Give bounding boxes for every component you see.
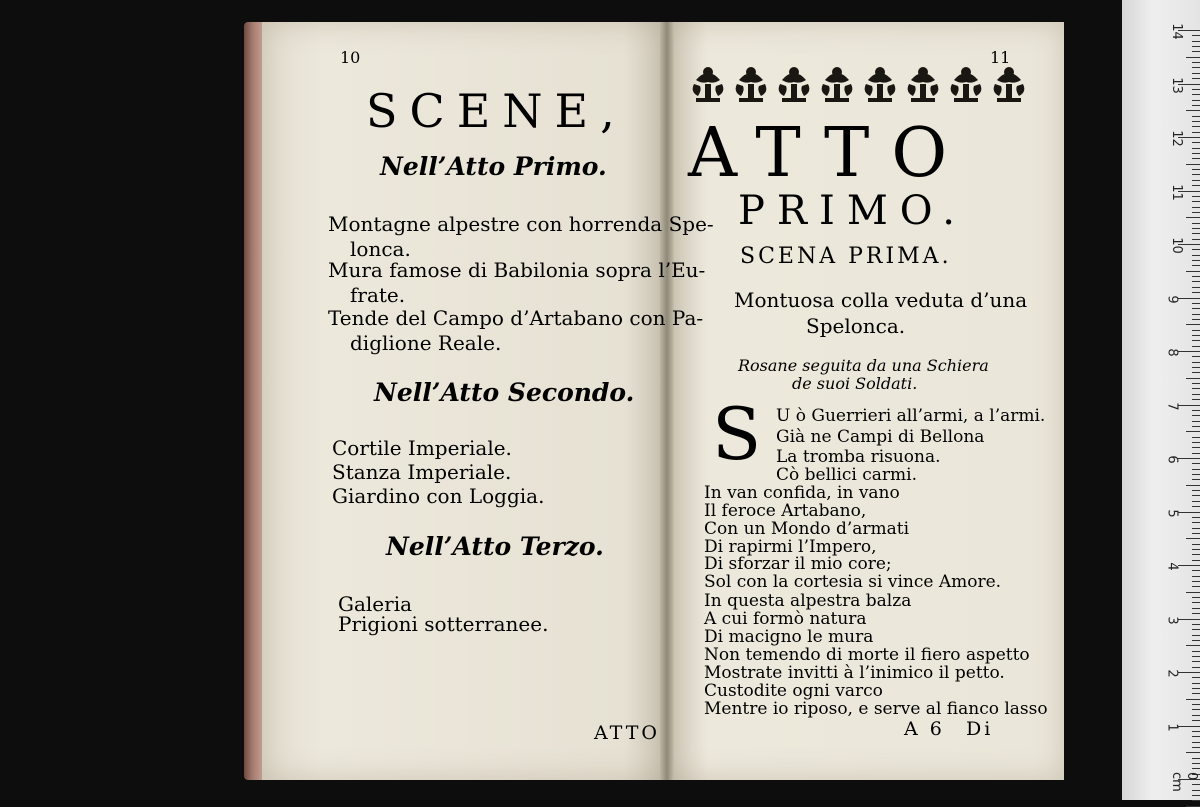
ruler-tick	[1192, 94, 1200, 95]
ruler-tick	[1192, 576, 1200, 577]
ruler-tick	[1192, 67, 1200, 68]
ruler-tick	[1192, 356, 1200, 357]
ruler-tick	[1192, 560, 1200, 561]
ruler-tick	[1186, 645, 1200, 646]
verse-line: A cui formò natura	[704, 609, 867, 629]
ruler-tick	[1192, 292, 1200, 293]
scene-heading: SCENA PRIMA.	[740, 244, 952, 269]
ruler-label: 6	[1164, 455, 1180, 464]
ruler-tick	[1192, 715, 1200, 716]
ruler-tick	[1186, 538, 1200, 539]
ruler-tick	[1178, 619, 1200, 620]
ruler-tick	[1192, 731, 1200, 732]
ruler-tick	[1192, 41, 1200, 42]
ruler-tick	[1192, 597, 1200, 598]
act-one-heading: Nell’Atto Primo.	[380, 152, 607, 181]
ruler-tick	[1192, 372, 1200, 373]
ruler-tick	[1192, 442, 1200, 443]
ruler-tick	[1192, 410, 1200, 411]
ruler-tick	[1192, 100, 1200, 101]
scene-line: Cortile Imperiale.	[332, 436, 512, 460]
ruler-tick	[1178, 565, 1200, 566]
ruler-tick	[1186, 164, 1200, 165]
act-number: PRIMO.	[738, 188, 967, 234]
ruler-tick	[1192, 126, 1200, 127]
verse-line: Custodite ogni varco	[704, 681, 883, 701]
ruler-tick	[1192, 46, 1200, 47]
page-number-right: 11	[990, 48, 1011, 67]
ruler-tick	[1192, 554, 1200, 555]
ruler-tick	[1192, 260, 1200, 261]
ruler-tick	[1192, 105, 1200, 106]
ruler-tick	[1192, 158, 1200, 159]
scene-setting: Montuosa colla veduta d’una	[734, 288, 1028, 312]
ruler-tick	[1192, 479, 1200, 480]
verse-line: Già ne Campi di Bellona	[776, 427, 985, 447]
ruler-tick	[1192, 148, 1200, 149]
ruler-tick	[1192, 570, 1200, 571]
ruler-tick	[1192, 640, 1200, 641]
ruler-tick	[1192, 501, 1200, 502]
verse-line: Non temendo di morte il fiero aspetto	[704, 645, 1030, 665]
ruler-tick	[1192, 677, 1200, 678]
ruler-tick	[1192, 608, 1200, 609]
scene-list-title: SCENE,	[366, 84, 627, 138]
measurement-ruler	[1122, 0, 1200, 800]
scene-line: Montagne alpestre con horrenda Spe-	[328, 212, 714, 236]
ruler-tick	[1192, 276, 1200, 277]
ruler-label: 3	[1164, 615, 1180, 625]
ruler-label: 11	[1168, 183, 1184, 201]
ruler-tick	[1186, 752, 1200, 753]
ruler-tick	[1192, 78, 1200, 79]
ruler-tick	[1178, 726, 1200, 727]
ruler-tick	[1192, 287, 1200, 288]
scene-line: Mura famose di Babilonia sopra l’Eu-	[328, 258, 706, 282]
ruler-tick	[1192, 212, 1200, 213]
ruler-label: 0 cm	[1169, 772, 1199, 792]
ruler-tick	[1192, 768, 1200, 769]
ruler-tick	[1186, 324, 1200, 325]
verse-line: Di rapirmi l’Impero,	[704, 537, 877, 557]
ruler-tick	[1192, 415, 1200, 416]
drop-cap: S	[712, 392, 762, 476]
ruler-tick	[1192, 201, 1200, 202]
ruler-tick	[1192, 437, 1200, 438]
ruler-tick	[1192, 314, 1200, 315]
ruler-tick	[1192, 51, 1200, 52]
catchword-left: ATTO	[594, 722, 660, 744]
ruler-tick	[1178, 512, 1200, 513]
ruler-tick	[1192, 330, 1200, 331]
ruler-tick	[1192, 506, 1200, 507]
ruler-tick	[1192, 758, 1200, 759]
ornamental-headpiece-icon	[688, 62, 1028, 106]
ruler-tick	[1192, 153, 1200, 154]
ruler-tick	[1192, 319, 1200, 320]
scene-line: Giardino con Loggia.	[332, 484, 545, 508]
ruler-tick	[1192, 207, 1200, 208]
signature-mark: A 6	[904, 718, 945, 740]
ruler-tick	[1192, 613, 1200, 614]
ruler-tick	[1192, 174, 1200, 175]
ruler-tick	[1192, 388, 1200, 389]
ruler-tick	[1178, 672, 1200, 673]
ruler-tick	[1178, 458, 1200, 459]
act-two-heading: Nell’Atto Secondo.	[374, 378, 635, 407]
ruler-tick	[1186, 217, 1200, 218]
ruler-tick	[1192, 683, 1200, 684]
ruler-tick	[1192, 693, 1200, 694]
ruler-tick	[1192, 763, 1200, 764]
ruler-tick	[1192, 185, 1200, 186]
verse-line: U ò Guerrieri all’armi, a l’armi.	[776, 406, 1046, 426]
verse-line: La tromba risuona.	[776, 447, 941, 467]
ruler-tick	[1192, 709, 1200, 710]
ruler-label: 12	[1168, 130, 1184, 147]
ruler-tick	[1192, 495, 1200, 496]
ruler-tick	[1192, 602, 1200, 603]
ruler-tick	[1192, 528, 1200, 529]
ruler-tick	[1192, 362, 1200, 363]
ruler-tick	[1192, 742, 1200, 743]
ruler-tick	[1192, 549, 1200, 550]
stage-direction: Rosane seguita da una Schiera	[738, 356, 989, 375]
ruler-tick	[1192, 688, 1200, 689]
ruler-tick	[1192, 223, 1200, 224]
scene-line: Tende del Campo d’Artabano con Pa-	[328, 306, 704, 330]
book-gutter	[660, 22, 674, 780]
verse-line: Mostrate invitti à l’inimico il petto.	[704, 663, 1005, 683]
ruler-tick	[1192, 35, 1200, 36]
verse-line: Cò bellici carmi.	[776, 465, 918, 485]
ruler-tick	[1192, 335, 1200, 336]
catchword-right: Di	[966, 718, 994, 740]
ruler-tick	[1186, 378, 1200, 379]
ruler-tick	[1192, 463, 1200, 464]
ruler-tick	[1192, 281, 1200, 282]
scene-line: Galeria	[338, 592, 413, 616]
verse-line: Mentre io riposo, e serve al fianco lasso	[704, 699, 1048, 719]
verse-line: Con un Mondo d’armati	[704, 519, 910, 539]
ruler-label: 2	[1164, 669, 1180, 678]
ruler-tick	[1192, 453, 1200, 454]
ruler-tick	[1192, 661, 1200, 662]
ruler-label: 8	[1164, 348, 1180, 357]
stage-direction: de suoi Soldati.	[792, 374, 918, 393]
ruler-tick	[1192, 629, 1200, 630]
ruler-tick	[1192, 651, 1200, 652]
scene-line: Prigioni sotterranee.	[338, 612, 549, 636]
ruler-tick	[1192, 447, 1200, 448]
ruler-tick	[1192, 233, 1200, 234]
scene-line: Stanza Imperiale.	[332, 460, 512, 484]
verse-line: Di macigno le mura	[704, 627, 874, 647]
ruler-tick	[1192, 303, 1200, 304]
ruler-tick	[1192, 121, 1200, 122]
ruler-tick	[1186, 110, 1200, 111]
ruler-tick	[1192, 533, 1200, 534]
ruler-tick	[1192, 586, 1200, 587]
ruler-tick	[1192, 747, 1200, 748]
ruler-tick	[1192, 73, 1200, 74]
ruler-tick	[1192, 490, 1200, 491]
ruler-label: 14	[1168, 23, 1184, 40]
ruler-tick	[1192, 517, 1200, 518]
verse-line: Il feroce Artabano,	[704, 501, 867, 521]
ruler-label: 10	[1168, 237, 1184, 254]
ruler-tick	[1192, 62, 1200, 63]
scene-setting: Spelonca.	[806, 314, 906, 338]
ruler-tick	[1192, 720, 1200, 721]
ruler-tick	[1192, 656, 1200, 657]
ruler-label: 9	[1164, 294, 1180, 304]
scene-line: diglione Reale.	[350, 331, 502, 355]
ruler-tick	[1192, 469, 1200, 470]
verse-line: In questa alpestra balza	[704, 591, 912, 611]
ruler-tick	[1192, 522, 1200, 523]
ruler-tick	[1192, 394, 1200, 395]
ruler-tick	[1192, 132, 1200, 133]
ruler-tick	[1192, 340, 1200, 341]
ruler-tick	[1192, 255, 1200, 256]
ruler-tick	[1192, 383, 1200, 384]
ruler-tick	[1192, 421, 1200, 422]
ruler-tick	[1192, 169, 1200, 170]
ruler-tick	[1192, 544, 1200, 545]
ruler-tick	[1192, 367, 1200, 368]
ruler-tick	[1192, 704, 1200, 705]
ruler-tick	[1192, 180, 1200, 181]
ruler-tick	[1192, 116, 1200, 117]
ruler-tick	[1192, 426, 1200, 427]
ruler-tick	[1192, 581, 1200, 582]
ruler-tick	[1192, 239, 1200, 240]
ruler-tick	[1192, 624, 1200, 625]
ruler-label: 4	[1164, 562, 1180, 571]
ruler-tick	[1192, 635, 1200, 636]
ruler-tick	[1192, 249, 1200, 250]
ruler-tick	[1192, 228, 1200, 229]
verse-line: In van confida, in vano	[704, 483, 900, 503]
ruler-tick	[1192, 667, 1200, 668]
ruler-label: 7	[1164, 401, 1180, 411]
ruler-tick	[1192, 308, 1200, 309]
ruler-label: 13	[1168, 76, 1184, 94]
scene-line: lonca.	[350, 237, 411, 261]
ruler-tick	[1192, 196, 1200, 197]
scene-line: frate.	[350, 283, 406, 307]
verse-line: Di sforzar il mio core;	[704, 554, 892, 574]
ruler-tick	[1178, 298, 1200, 299]
ruler-tick	[1186, 431, 1200, 432]
page-number-left: 10	[340, 48, 361, 67]
ruler-tick	[1192, 474, 1200, 475]
ruler-tick	[1178, 405, 1200, 406]
ruler-tick	[1186, 271, 1200, 272]
ruler-label: 5	[1164, 508, 1180, 518]
act-three-heading: Nell’Atto Terzo.	[386, 532, 604, 561]
ruler-tick	[1186, 699, 1200, 700]
ruler-tick	[1186, 592, 1200, 593]
ruler-tick	[1178, 351, 1200, 352]
ruler-tick	[1192, 142, 1200, 143]
ruler-tick	[1186, 485, 1200, 486]
act-title: ATTO	[688, 114, 970, 193]
ruler-tick	[1192, 89, 1200, 90]
ruler-tick	[1192, 736, 1200, 737]
verse-line: Sol con la cortesia si vince Amore.	[704, 572, 1002, 592]
ruler-tick	[1186, 57, 1200, 58]
ruler-tick	[1192, 399, 1200, 400]
ruler-tick	[1192, 265, 1200, 266]
ruler-label: 1	[1164, 722, 1180, 732]
ruler-tick	[1192, 346, 1200, 347]
